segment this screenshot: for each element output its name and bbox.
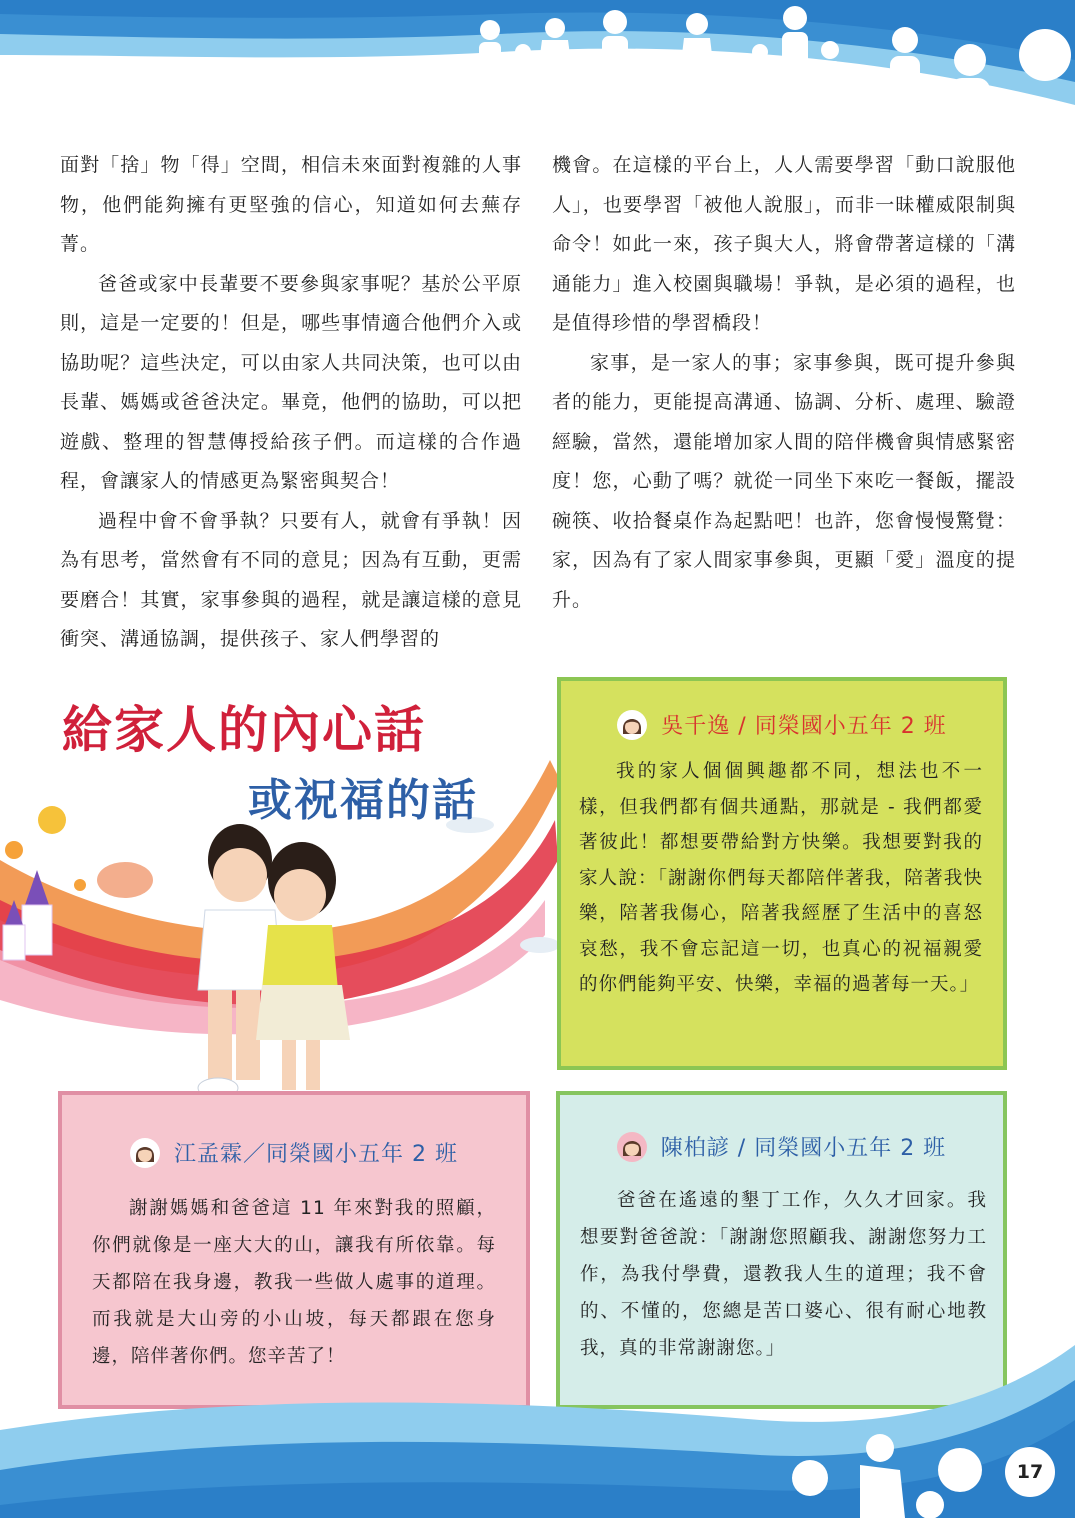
article-paragraph: 過程中會不會爭執？只要有人，就會有爭執！因為有思考，當然會有不同的意見；因為有互動，更需要磨合！其實，家事參與的過程，就是讓這樣的意見衝突、溝通協調，提供孩子、家人們學習的 [60,509,522,650]
section-subheading: 或祝福的話 [248,775,478,826]
girl-avatar-icon [617,710,647,740]
article-paragraph: 家事，是一家人的事；家事參與，既可提升參與者的能力，更能提高溝通、協調、分析、處理、驗證經驗，當然，還能增加家人間的陪伴機會與情感緊密度！您，心動了嗎？就從一同坐下來吃一餐飯，擺設碗筷、收拾餐桌作為起點吧！也許，您會慢慢驚覺：家，因為有了家人間家事參與，更顯「愛」溫度的提升。 [552,351,1016,611]
article-paragraph: 機會。在這樣的平台上，人人需要學習「動口說服他人」，也要學習「被他人說服」，而非一昧權威限制與命令！如此一來，孩子與大人，將會帶著這樣的「溝通能力」進入校園與職場！爭執，是必須的過程，也是值得珍惜的學習橋段！ [552,154,1016,334]
top-banner [0,0,1075,140]
girl-avatar-icon [617,1132,647,1162]
card-message [579,754,983,1003]
article-left-column [60,146,522,660]
bottom-banner [0,1340,1075,1518]
article-paragraph: 爸爸或家中長輩要不要參與家事呢？基於公平原則，這是一定要的！但是，哪些事情適合他們介入或協助呢？這些決定，可以由家人共同決策，也可以由長輩、媽媽或爸爸決定。畢竟，他們的協助，可以把遊戲、整理的智慧傳授給孩子們。而這樣的合作過程，會讓家人的情感更為緊密與契合！ [60,272,522,492]
card-header [560,1131,1003,1162]
section-heading: 給家人的內心話 [62,700,426,759]
girl-avatar-icon [130,1138,160,1168]
article-right-column [552,146,1016,620]
page-number: 17 [1005,1447,1055,1497]
children-figures [198,824,350,1098]
card-author: 吳千逸 / 同榮國小五年 2 班 [661,714,947,739]
card-author: 江孟霖／同榮國小五年 2 班 [174,1142,458,1167]
card-header [561,709,1003,740]
card-header [62,1137,526,1168]
card-message-text: 我的家人個個興趣都不同，想法也不一樣，但我們都有個共通點，那就是 - 我們都愛著彼此！都想要帶給對方快樂。我想要對我的家人說：「謝謝你們每天都陪伴著我，陪著我快樂，陪著我傷心，陪著我經歷了生活中的喜怒哀愁，我不會忘記這一切，也真心的祝福親愛的你們能夠平安、快樂，幸福的過著每一天。」 [579,761,983,995]
message-card-wu [557,677,1007,1070]
card-message-text: 謝謝媽媽和爸爸這 11 年來對我的照顧，你們就像是一座大大的山，讓我有所依靠。每天都陪在我身邊，教我一些做人處事的道理。而我就是大山旁的小山坡，每天都跟在您身邊，陪伴著你們。您辛苦了！ [92,1198,496,1367]
card-author: 陳柏諺 / 同榮國小五年 2 班 [660,1136,947,1161]
article-paragraph: 面對「捨」物「得」空間，相信未來面對複雜的人事物，他們能夠擁有更堅強的信心，知道如何去蕪存菁。 [60,154,522,255]
card-message-text: 爸爸在遙遠的墾丁工作，久久才回家。我想要對爸爸說：「謝謝您照顧我、謝謝您努力工作，為我付學費，還教我人生的道理；我不會的、不懂的，您總是苦口婆心、很有耐心地教我，真的非常謝謝您。」 [580,1190,987,1359]
